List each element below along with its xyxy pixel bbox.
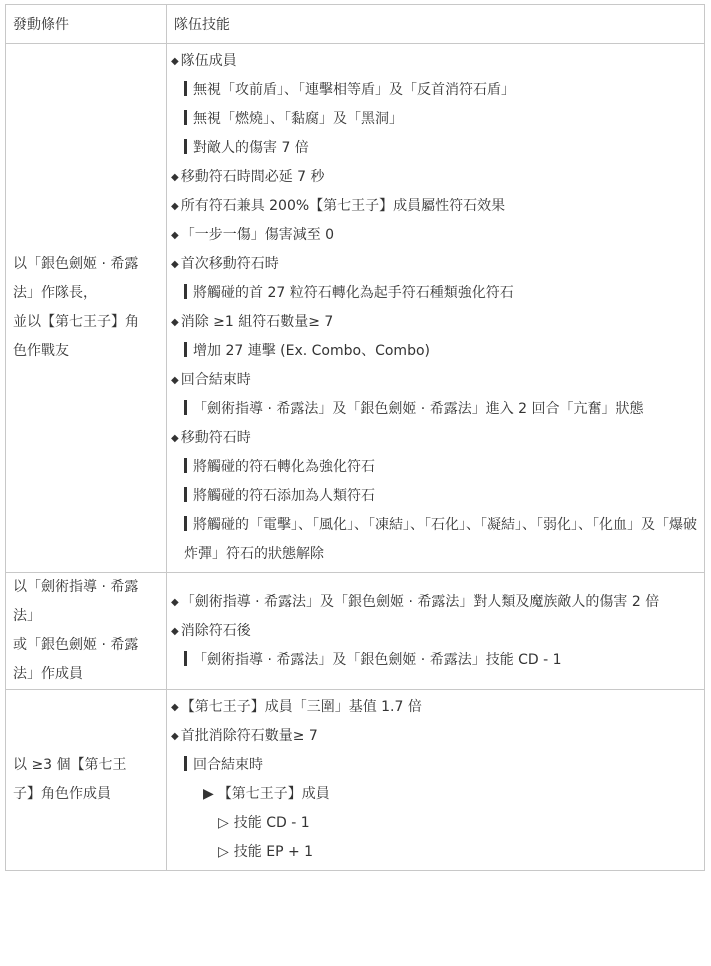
condition-text: 以「劍術指導 · 希露 bbox=[13, 579, 139, 595]
condition-cell bbox=[6, 690, 167, 871]
vertical-bar-icon bbox=[184, 81, 187, 96]
skill-text: 無視「攻前盾」、「連擊相等盾」及「反首消符石盾」 bbox=[193, 82, 515, 98]
skill-text: 對敵人的傷害 7 倍 bbox=[193, 140, 309, 156]
skill-line bbox=[171, 163, 698, 192]
skill-text: 所有符石兼具 200%【第七王子】成員屬性符石效果 bbox=[180, 198, 506, 214]
vertical-bar-icon bbox=[184, 139, 187, 154]
skill-text: 回合結束時 bbox=[193, 757, 263, 773]
skill-text: 首次移動符石時 bbox=[180, 256, 279, 272]
skill-line bbox=[171, 511, 698, 569]
vertical-bar-icon bbox=[184, 487, 187, 502]
skill-line bbox=[171, 366, 698, 395]
skill-text: 將觸碰的符石添加為人類符石 bbox=[193, 488, 375, 504]
skill-line bbox=[171, 424, 698, 453]
diamond-bullet-icon: ◆ bbox=[171, 56, 179, 67]
vertical-bar-icon bbox=[184, 651, 187, 666]
skill-line bbox=[171, 76, 698, 105]
skill-text: 消除 ≥1 組符石數量≥ 7 bbox=[180, 314, 334, 330]
skill-text: 技能 CD - 1 bbox=[233, 815, 310, 831]
skill-text: 【第七王子】成員「三圍」基值 1.7 倍 bbox=[180, 699, 422, 715]
condition-text: 法」作隊長， bbox=[13, 285, 97, 301]
vertical-bar-icon bbox=[184, 400, 187, 415]
diamond-bullet-icon: ◆ bbox=[171, 625, 179, 637]
diamond-bullet-icon: ◆ bbox=[171, 201, 179, 212]
skill-text: 將觸碰的符石轉化為強化符石 bbox=[193, 459, 375, 475]
condition-text: 並以【第七王子】角 bbox=[13, 314, 139, 330]
skill-text: 「劍術指導 · 希露法」及「銀色劍姬 · 希露法」技能 CD - 1 bbox=[193, 651, 562, 668]
diamond-bullet-icon: ◆ bbox=[171, 172, 179, 183]
skill-text: 「劍術指導 · 希露法」及「銀色劍姬 · 希露法」進入 2 回合「亢奮」狀態 bbox=[193, 401, 644, 417]
skill-line bbox=[171, 693, 698, 722]
diamond-bullet-icon: ◆ bbox=[171, 317, 179, 328]
skill-text: 無視「燃燒」、「黏腐」及「黑洞」 bbox=[193, 111, 403, 127]
vertical-bar-icon bbox=[184, 516, 187, 531]
condition-cell bbox=[6, 573, 167, 690]
vertical-bar-icon bbox=[184, 284, 187, 299]
skill-line bbox=[171, 192, 698, 221]
header-team-skill: 隊伍技能 bbox=[167, 5, 705, 44]
skill-cell bbox=[167, 44, 705, 573]
skill-line bbox=[171, 482, 698, 511]
diamond-bullet-icon: ◆ bbox=[171, 433, 179, 444]
skill-line bbox=[171, 617, 698, 646]
solid-triangle-icon: ▶ bbox=[203, 786, 214, 802]
skill-text: 消除符石後 bbox=[180, 622, 251, 639]
skill-text: 將觸碰的「電擊」、「風化」、「凍結」、「石化」、「凝結」、「弱化」、「化血」及「爆破炸彈」符石的狀態解除 bbox=[184, 517, 697, 562]
table-row bbox=[6, 44, 705, 573]
skill-line bbox=[171, 838, 698, 867]
vertical-bar-icon bbox=[184, 342, 187, 357]
table-body bbox=[6, 44, 705, 871]
skill-line bbox=[171, 780, 698, 809]
condition-text: 以「銀色劍姬 · 希露 bbox=[13, 256, 139, 272]
diamond-bullet-icon: ◆ bbox=[171, 596, 179, 608]
skill-line bbox=[171, 134, 698, 163]
skill-line bbox=[171, 337, 698, 366]
skill-text: 「劍術指導 · 希露法」及「銀色劍姬 · 希露法」對人類及魔族敵人的傷害 2 倍 bbox=[180, 593, 660, 610]
skill-line bbox=[171, 588, 698, 617]
diamond-bullet-icon: ◆ bbox=[171, 375, 179, 386]
skill-line bbox=[171, 47, 698, 76]
header-condition: 發動條件 bbox=[6, 5, 167, 44]
skill-cell bbox=[167, 690, 705, 871]
table-row bbox=[6, 690, 705, 871]
condition-text: 或「銀色劍姬 · 希露 bbox=[13, 637, 139, 653]
skill-line bbox=[171, 809, 698, 838]
skill-line bbox=[171, 453, 698, 482]
condition-text: 子】角色作成員 bbox=[13, 786, 111, 802]
condition-cell bbox=[6, 44, 167, 573]
skill-line bbox=[171, 221, 698, 250]
condition-text: 色作戰友 bbox=[13, 343, 69, 359]
outline-triangle-icon: ▷ bbox=[218, 844, 229, 860]
diamond-bullet-icon: ◆ bbox=[171, 731, 179, 742]
skill-text: 增加 27 連擊 (Ex. Combo、Combo) bbox=[193, 343, 430, 359]
table-row bbox=[6, 573, 705, 690]
skill-text: 隊伍成員 bbox=[180, 53, 237, 69]
condition-text: 以 ≥3 個【第七王 bbox=[13, 757, 127, 773]
skill-table-container bbox=[5, 4, 704, 871]
skill-line bbox=[171, 751, 698, 780]
skill-text: 移動符石時間必延 7 秒 bbox=[180, 169, 325, 185]
skill-text: 技能 EP + 1 bbox=[233, 844, 314, 860]
skill-text: 【第七王子】成員 bbox=[217, 786, 330, 802]
condition-text: 法」 bbox=[13, 608, 41, 624]
skill-line bbox=[171, 395, 698, 424]
skill-line bbox=[171, 722, 698, 751]
skill-line bbox=[171, 279, 698, 308]
team-skill-table bbox=[5, 4, 705, 871]
skill-line bbox=[171, 646, 698, 675]
skill-text: 「一步一傷」傷害減至 0 bbox=[180, 227, 335, 243]
outline-triangle-icon: ▷ bbox=[218, 815, 229, 831]
skill-line bbox=[171, 308, 698, 337]
skill-line bbox=[171, 250, 698, 279]
skill-text: 移動符石時 bbox=[180, 430, 251, 446]
skill-line bbox=[171, 105, 698, 134]
diamond-bullet-icon: ◆ bbox=[171, 259, 179, 270]
skill-text: 將觸碰的首 27 粒符石轉化為起手符石種類強化符石 bbox=[193, 285, 514, 301]
vertical-bar-icon bbox=[184, 458, 187, 473]
skill-text: 回合結束時 bbox=[180, 372, 251, 388]
diamond-bullet-icon: ◆ bbox=[171, 230, 179, 241]
diamond-bullet-icon: ◆ bbox=[171, 702, 179, 713]
vertical-bar-icon bbox=[184, 756, 187, 771]
skill-text: 首批消除符石數量≥ 7 bbox=[180, 728, 318, 744]
vertical-bar-icon bbox=[184, 110, 187, 125]
condition-text: 法」作成員 bbox=[13, 666, 83, 682]
skill-cell bbox=[167, 573, 705, 690]
table-header-row bbox=[6, 5, 705, 44]
